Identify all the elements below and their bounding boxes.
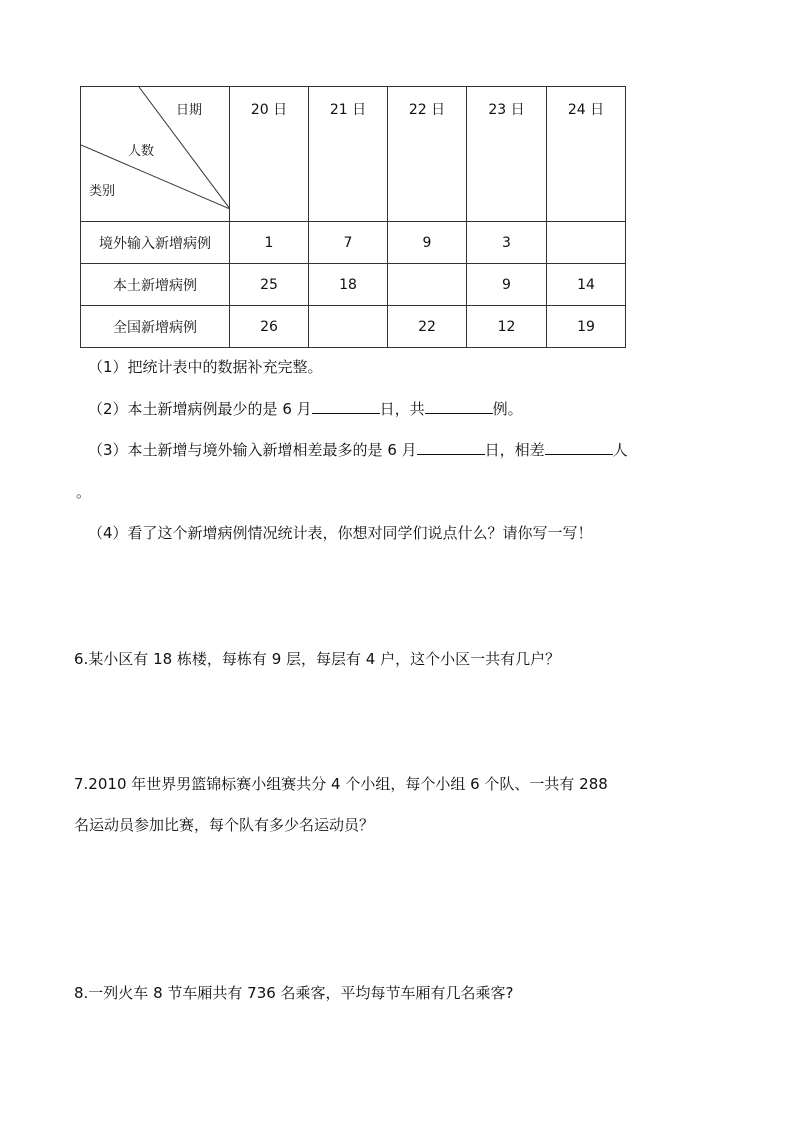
- answer-blank-date[interactable]: [417, 440, 485, 455]
- question-1: （1）把统计表中的数据补充完整。: [88, 358, 323, 376]
- table-cell: 1: [230, 222, 309, 264]
- table-header-row: [81, 87, 626, 222]
- question-3-wrap: 。: [76, 483, 92, 501]
- problem-7-line-1: 7.2010 年世界男篮锦标赛小组赛共分 4 个小组，每个小组 6 个队、一共有 288: [74, 775, 608, 793]
- problem-6: 6.某小区有 18 栋楼，每栋有 9 层，每层有 4 户，这个小区一共有几户？: [74, 650, 561, 668]
- problem-8: 8.一列火车 8 节车厢共有 736 名乘客，平均每节车厢有几名乘客?: [74, 984, 514, 1002]
- table-row: [81, 306, 626, 348]
- question-3-text-a: （3）本土新增与境外输入新增相差最多的是 6 月: [88, 441, 417, 459]
- table-cell: 14: [547, 264, 626, 306]
- question-3: [88, 440, 628, 460]
- table-row: [81, 222, 626, 264]
- question-3-text-b: 日，相差: [484, 441, 545, 459]
- table-cell: 22: [388, 306, 467, 348]
- table-row: [81, 264, 626, 306]
- table-cell: 12: [467, 306, 547, 348]
- row-label: 全国新增病例: [81, 306, 230, 348]
- date-header-20: 20 日: [230, 87, 309, 222]
- table-cell: 3: [467, 222, 547, 264]
- table-cell: 26: [230, 306, 309, 348]
- row-label: 境外输入新增病例: [81, 222, 230, 264]
- table-cell-blank: [309, 306, 388, 348]
- table-cell-blank: [547, 222, 626, 264]
- table-cell: 25: [230, 264, 309, 306]
- problem-7-line-2: 名运动员参加比赛，每个队有多少名运动员？: [74, 816, 375, 834]
- question-2-text-a: （2）本土新增病例最少的是 6 月: [88, 400, 312, 418]
- date-header-23: 23 日: [467, 87, 547, 222]
- question-2-text-c: 例。: [492, 400, 523, 418]
- row-label: 本土新增病例: [81, 264, 230, 306]
- header-people-label: 人数: [128, 144, 155, 159]
- question-3-text-c: 人: [612, 441, 628, 459]
- header-category-label: 类别: [89, 184, 116, 199]
- answer-blank-date[interactable]: [312, 399, 380, 414]
- diagonal-header-cell: [81, 87, 230, 222]
- date-header-21: 21 日: [309, 87, 388, 222]
- table-cell: 9: [467, 264, 547, 306]
- date-header-24: 24 日: [547, 87, 626, 222]
- date-header-22: 22 日: [388, 87, 467, 222]
- question-2-text-b: 日，共: [379, 400, 425, 418]
- table-cell: 7: [309, 222, 388, 264]
- question-2: [88, 399, 523, 419]
- answer-blank-difference[interactable]: [545, 440, 613, 455]
- table-cell: 19: [547, 306, 626, 348]
- header-date-label: 日期: [176, 103, 203, 118]
- table-cell: 9: [388, 222, 467, 264]
- table-cell: 18: [309, 264, 388, 306]
- statistics-table: [80, 86, 626, 348]
- table-cell-blank: [388, 264, 467, 306]
- question-4: （4）看了这个新增病例情况统计表，你想对同学们说点什么？请你写一写！: [88, 524, 593, 542]
- answer-blank-count[interactable]: [425, 399, 493, 414]
